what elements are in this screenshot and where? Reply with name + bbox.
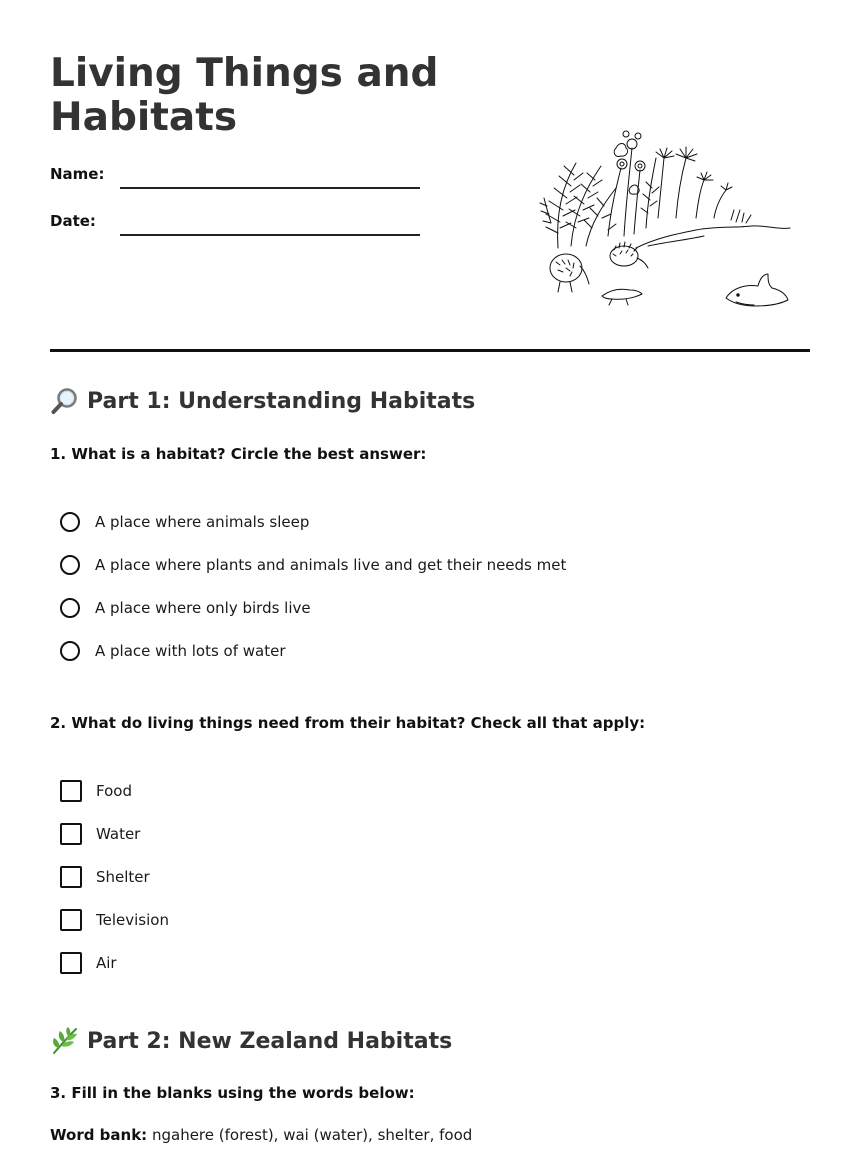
word-bank (50, 1126, 472, 1144)
checkbox[interactable] (60, 909, 82, 931)
q2-option-label: Food (96, 782, 132, 800)
checkbox[interactable] (60, 780, 82, 802)
section-divider (50, 349, 810, 352)
q2-option-label: Shelter (96, 868, 150, 886)
word-bank-words: ngahere (forest), wai (water), shelter, food (151, 1126, 473, 1144)
q1-option-1-label: A place where animals sleep (95, 513, 310, 531)
q1-option-2[interactable] (60, 553, 566, 577)
part1-heading-text: Part 1: Understanding Habitats (87, 388, 476, 414)
q1-option-3[interactable] (60, 596, 311, 620)
checkbox[interactable] (60, 823, 82, 845)
radio-circle[interactable] (60, 512, 80, 532)
title-line-2: Habitats (50, 95, 238, 140)
q1-option-1[interactable] (60, 510, 309, 534)
name-field[interactable] (120, 187, 420, 189)
habitat-illustration (536, 118, 794, 314)
date-field[interactable] (120, 234, 420, 236)
herb-leaf-icon (50, 1026, 80, 1056)
part2-heading (50, 1026, 452, 1056)
question-1: 1. What is a habitat? Circle the best answer: (50, 445, 427, 463)
q2-option-air[interactable] (60, 951, 117, 975)
radio-circle[interactable] (60, 598, 80, 618)
title-line-1: Living Things and (50, 51, 439, 96)
part2-heading-text: Part 2: New Zealand Habitats (87, 1028, 453, 1054)
date-label: Date: (50, 212, 96, 230)
q1-option-4-label: A place with lots of water (95, 642, 286, 660)
name-label: Name: (50, 165, 105, 183)
checkbox[interactable] (60, 952, 82, 974)
part1-heading (50, 386, 475, 416)
question-2: 2. What do living things need from their habitat? Check all that apply: (50, 714, 646, 732)
magnifying-glass-icon (50, 386, 80, 416)
checkbox[interactable] (60, 866, 82, 888)
q2-option-label: Air (96, 954, 117, 972)
q2-option-label: Water (96, 825, 141, 843)
q2-option-television[interactable] (60, 908, 169, 932)
q2-option-label: Television (96, 911, 169, 929)
page-title (50, 52, 470, 140)
q2-option-shelter[interactable] (60, 865, 150, 889)
q1-option-3-label: A place where only birds live (95, 599, 311, 617)
q1-option-4[interactable] (60, 639, 286, 663)
radio-circle[interactable] (60, 555, 80, 575)
q2-option-water[interactable] (60, 822, 140, 846)
question-3: 3. Fill in the blanks using the words below: (50, 1084, 415, 1102)
word-bank-label: Word bank: (50, 1126, 148, 1144)
q2-option-food[interactable] (60, 779, 132, 803)
q1-option-2-label: A place where plants and animals live and get their needs met (95, 556, 567, 574)
radio-circle[interactable] (60, 641, 80, 661)
